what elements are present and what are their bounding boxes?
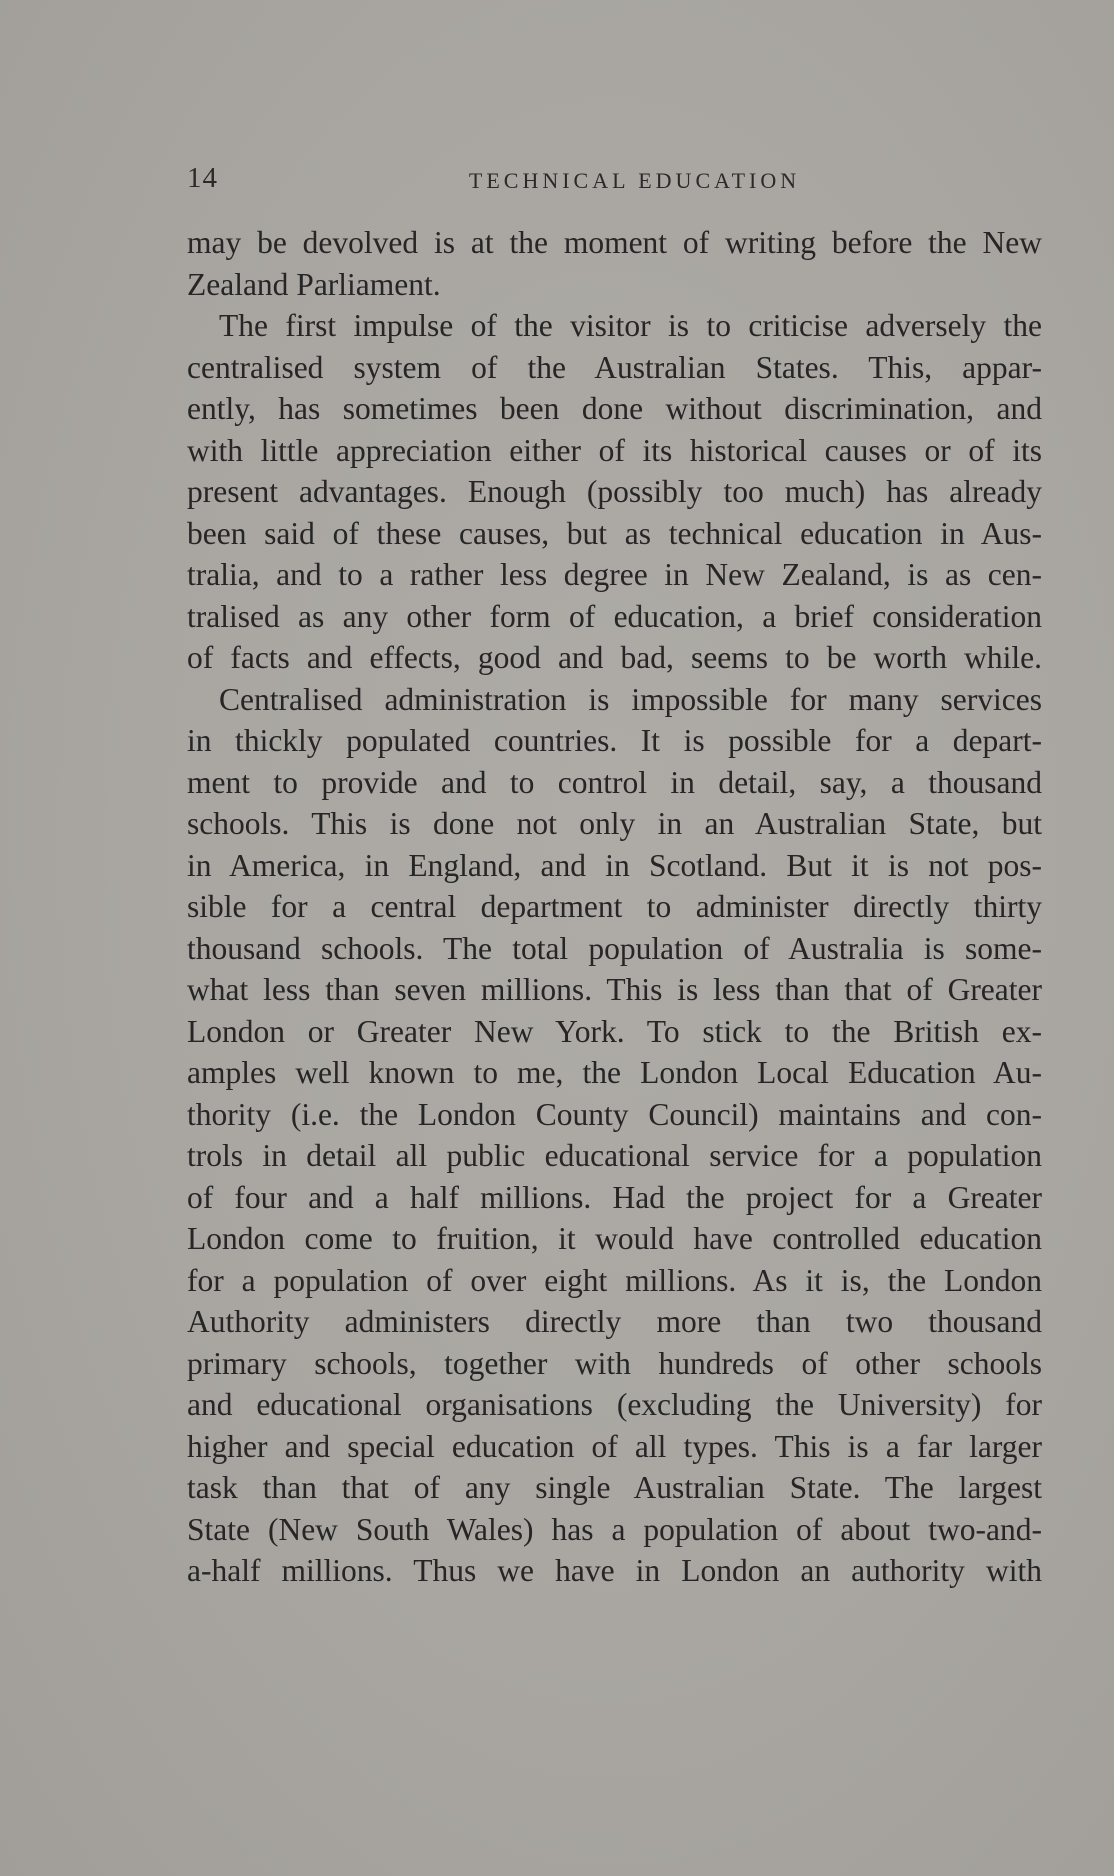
text-line: centralised system of the Australian States. This, appar- (187, 349, 1042, 385)
text-line: of four and a half millions. Had the project for a Greater (187, 1179, 1042, 1215)
running-title: TECHNICAL EDUCATION (468, 168, 801, 193)
text-line: tralia, and to a rather less degree in New Zealand, is as cen- (187, 557, 1042, 592)
page-number: 14 (187, 162, 218, 194)
text-line: ment to provide and to control in detail, say, a thousand (187, 764, 1042, 800)
text-line: been said of these causes, but as technical education in Aus- (187, 515, 1042, 551)
paragraph-first-line: Centralised administration is impossible for many services (219, 681, 1042, 717)
text-line: Zealand Parliament. (187, 266, 441, 302)
text-line: primary schools, together with hundreds of other schools (187, 1345, 1042, 1381)
text-line: ently, has sometimes been done without discrimination, and (187, 391, 1042, 426)
paragraph-first-line: The first impulse of the visitor is to criticise adversely the (219, 308, 1042, 343)
text-line: with little appreciation either of its historical causes or of its (187, 432, 1042, 468)
text-line: what less than seven millions. This is less than that of Greater (187, 972, 1042, 1007)
text-line: and educational organisations (excluding the University) for (187, 1387, 1042, 1422)
body-text (187, 222, 1042, 1592)
text-line: for a population of over eight millions. As it is, the London (187, 1262, 1042, 1298)
text-line: State (New South Wales) has a population of about two-and- (187, 1511, 1042, 1547)
text-line: task than that of any single Australian State. The largest (187, 1470, 1042, 1505)
text-line: thousand schools. The total population of Australia is some- (187, 930, 1042, 966)
text-line: London come to fruition, it would have controlled education (187, 1221, 1042, 1256)
text-line: of facts and effects, good and bad, seems to be worth while. (187, 640, 1042, 675)
text-line: may be devolved is at the moment of writing before the New (187, 225, 1042, 260)
text-line: a-half millions. Thus we have in London an authority with (187, 1553, 1042, 1588)
text-line: higher and special education of all types. This is a far larger (187, 1428, 1042, 1464)
text-line: present advantages. Enough (possibly too much) has already (187, 474, 1042, 509)
running-head (187, 162, 1042, 202)
text-line: London or Greater New York. To stick to the British ex- (187, 1013, 1042, 1049)
text-line: amples well known to me, the London Local Education Au- (187, 1055, 1042, 1090)
text-line: Authority administers directly more than two thousand (187, 1304, 1042, 1339)
text-line: in America, in England, and in Scotland. But it is not pos- (187, 847, 1042, 883)
text-line: trols in detail all public educational service for a population (187, 1138, 1042, 1173)
text-line: sible for a central department to administer directly thirty (187, 889, 1042, 924)
text-line: in thickly populated countries. It is possible for a depart- (187, 723, 1042, 758)
text-line: schools. This is done not only in an Australian State, but (187, 806, 1042, 841)
text-line: thority (i.e. the London County Council) maintains and con- (187, 1096, 1042, 1132)
text-line: tralised as any other form of education, a brief consideration (187, 598, 1042, 634)
